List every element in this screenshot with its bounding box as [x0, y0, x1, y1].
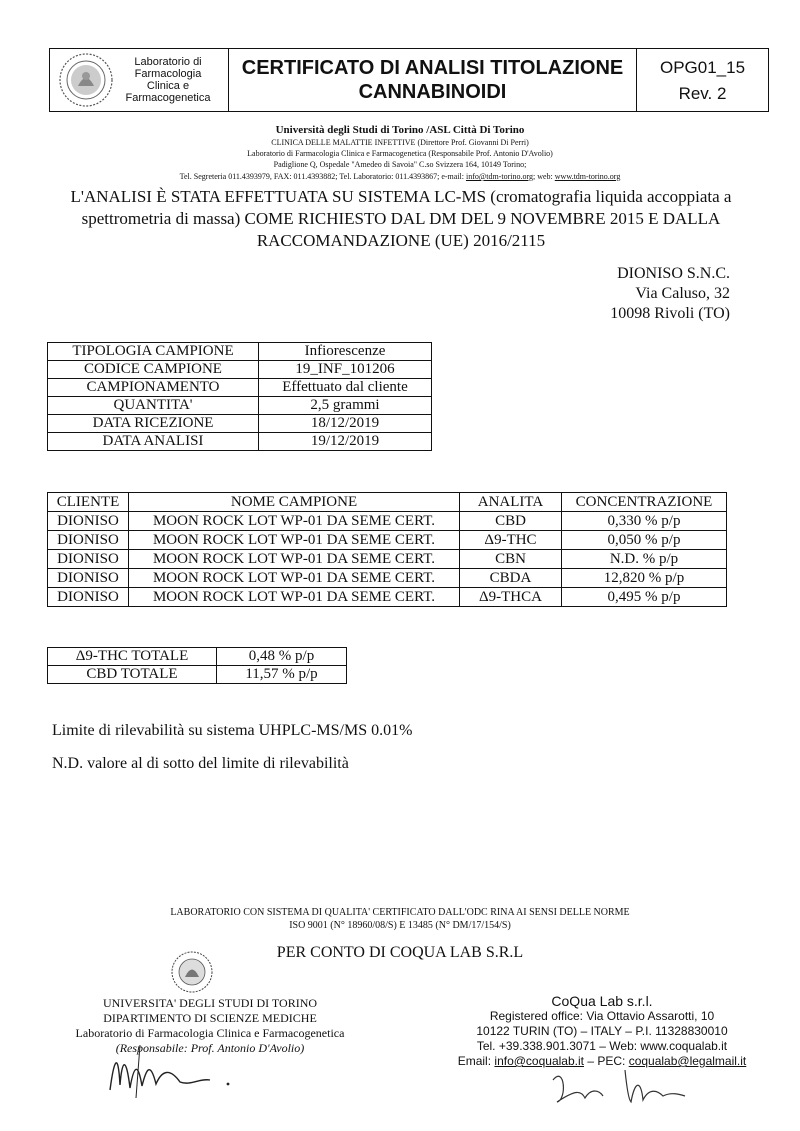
uni-line-3: Laboratorio di Farmacologia Clinica e Farmacogenetica	[75, 1026, 345, 1040]
cell-cliente: DIONISO	[48, 531, 129, 550]
header-concentrazione: CONCENTRAZIONE	[562, 493, 727, 512]
lab-email-link[interactable]: info@tdm-torino.org	[465, 172, 533, 181]
uni-line-1: UNIVERSITA' DEGLI STUDI DI TORINO	[102, 996, 318, 1010]
cell-analita: Δ9-THCA	[460, 588, 562, 607]
clinic-name: CLINICA DELLE MALATTIE INFETTIVE (Direttore Prof. Giovanni Di Perri)	[271, 138, 529, 147]
cell-nome-campione: MOON ROCK LOT WP-01 DA SEME CERT.	[129, 550, 460, 569]
cell-nome-campione: MOON ROCK LOT WP-01 DA SEME CERT.	[129, 531, 460, 550]
cell-nome-campione: MOON ROCK LOT WP-01 DA SEME CERT.	[129, 569, 460, 588]
cell-cliente: DIONISO	[48, 550, 129, 569]
document-header	[49, 48, 769, 112]
lab-address: Padiglione Q, Ospedale "Amedeo di Savoia" C.so Svizzera 164, 10149 Torino;	[273, 160, 527, 169]
doc-revision: Rev. 2	[678, 84, 727, 103]
sample-info-label: CAMPIONAMENTO	[48, 379, 259, 397]
total-label: Δ9-THC TOTALE	[48, 648, 217, 666]
table-row	[48, 531, 727, 550]
total-value: 0,48 % p/p	[217, 648, 347, 666]
document-reference	[637, 49, 768, 111]
results-header-row	[48, 493, 727, 512]
contacts-text: Tel. Segreteria 011.4393979, FAX: 011.4393882; Tel. Laboratorio: 011.4393867; e-mail:	[179, 172, 464, 181]
coqua-pec-link[interactable]: coqualab@legalmail.it	[628, 1054, 747, 1068]
client-address	[610, 264, 730, 324]
cell-cliente: DIONISO	[48, 512, 129, 531]
totals-table	[47, 647, 347, 684]
cell-analita: CBD	[460, 512, 562, 531]
table-row	[48, 550, 727, 569]
sample-info-label: TIPOLOGIA CAMPIONE	[48, 343, 259, 361]
title-line-1: CERTIFICATO DI ANALISI TITOLAZIONE	[241, 57, 624, 79]
header-cliente: CLIENTE	[48, 493, 129, 512]
certification-statement	[110, 906, 690, 932]
certification-line-2: ISO 9001 (N° 18960/08/S) E 13485 (N° DM/17/154/S)	[289, 920, 511, 931]
total-value: 11,57 % p/p	[217, 666, 347, 684]
cell-analita: Δ9-THC	[460, 531, 562, 550]
header-nome-campione: NOME CAMPIONE	[129, 493, 460, 512]
sample-info-label: QUANTITA'	[48, 397, 259, 415]
university-name: Università degli Studi di Torino /ASL Città Di Torino	[275, 124, 525, 136]
coqua-office: Registered office: Via Ottavio Assarotti, 10	[489, 1009, 715, 1023]
totals-row	[48, 666, 347, 684]
uni-line-2: DIPARTIMENTO DI SCIENZE MEDICHE	[103, 1011, 317, 1025]
cell-cliente: DIONISO	[48, 569, 129, 588]
university-stamp-icon	[170, 950, 214, 994]
results-table	[47, 492, 727, 607]
sample-info-value: 18/12/2019	[259, 415, 432, 433]
table-row	[48, 512, 727, 531]
lab-responsible: Laboratorio di Farmacologia Clinica e Farmacogenetica (Responsabile Prof. Antonio D'Avolio)	[247, 149, 553, 158]
analysis-statement: L'ANALISI È STATA EFFETTUATA SU SISTEMA LC-MS (cromatografia liquida accoppiata a spettrometria di massa) COME RICHIESTO DAL DM DEL 9 NOVEMBRE 2015 E DALLA RACCOMANDAZIONE (UE) 2016/2115	[70, 187, 732, 250]
cell-analita: CBN	[460, 550, 562, 569]
sample-info-label: DATA ANALISI	[48, 433, 259, 451]
totals-row	[48, 648, 347, 666]
sample-info-row	[48, 397, 432, 415]
coqua-name: CoQua Lab s.r.l.	[551, 993, 653, 1009]
document-title	[229, 49, 637, 111]
sample-info-table	[47, 342, 432, 451]
signature-right-icon	[545, 1060, 695, 1110]
cell-analita: CBDA	[460, 569, 562, 588]
certification-line-1: LABORATORIO CON SISTEMA DI QUALITA' CERTIFICATO DALL'ODC RINA AI SENSI DELLE NORME	[170, 907, 630, 918]
sample-info-value: 19_INF_101206	[259, 361, 432, 379]
coqua-city: 10122 TURIN (TO) – ITALY – P.I. 11328830010	[476, 1024, 728, 1038]
on-behalf-line: PER CONTO DI COQUA LAB S.R.L	[276, 944, 524, 961]
web-prefix: ; web:	[532, 172, 553, 181]
doc-code: OPG01_15	[659, 58, 746, 77]
sample-info-row	[48, 379, 432, 397]
coqua-company-block	[452, 994, 752, 1069]
university-seal-icon	[58, 52, 114, 108]
cell-concentrazione: 0,050 % p/p	[562, 531, 727, 550]
total-label: CBD TOTALE	[48, 666, 217, 684]
client-city: 10098 Rivoli (TO)	[610, 305, 730, 322]
sample-info-value: Infiorescenze	[259, 343, 432, 361]
nd-definition-note: N.D. valore al di sotto del limite di rilevabilità	[52, 755, 349, 772]
sample-info-value: Effettuato dal cliente	[259, 379, 432, 397]
header-analita: ANALITA	[460, 493, 562, 512]
sample-info-label: DATA RICEZIONE	[48, 415, 259, 433]
sample-info-row	[48, 415, 432, 433]
uni-line-4: (Responsabile: Prof. Antonio D'Avolio)	[115, 1041, 305, 1055]
sample-info-row	[48, 361, 432, 379]
cell-nome-campione: MOON ROCK LOT WP-01 DA SEME CERT.	[129, 588, 460, 607]
sample-info-row	[48, 343, 432, 361]
cell-concentrazione: 0,330 % p/p	[562, 512, 727, 531]
cell-concentrazione: 12,820 % p/p	[562, 569, 727, 588]
sample-info-value: 2,5 grammi	[259, 397, 432, 415]
cell-concentrazione: N.D. % p/p	[562, 550, 727, 569]
university-info	[100, 123, 700, 182]
lab-logo-cell	[50, 49, 229, 111]
client-street: Via Caluso, 32	[635, 285, 730, 302]
title-line-2: CANNABINOIDI	[358, 81, 507, 103]
cell-cliente: DIONISO	[48, 588, 129, 607]
sample-info-row	[48, 433, 432, 451]
table-row	[48, 588, 727, 607]
coqua-email-link[interactable]: info@coqualab.it	[494, 1054, 584, 1068]
lab-name: Laboratorio di Farmacologia Clinica e Farmacogenetica	[125, 56, 211, 104]
cell-concentrazione: 0,495 % p/p	[562, 588, 727, 607]
signature-left-icon	[100, 1040, 250, 1100]
lab-web-link[interactable]: www.tdm-torino.org	[554, 172, 621, 181]
lab-contacts	[100, 171, 700, 182]
pec-prefix: – PEC:	[587, 1054, 626, 1068]
coqua-tel: Tel. +39.338.901.3071 – Web: www.coqualab.it	[476, 1039, 728, 1053]
cell-nome-campione: MOON ROCK LOT WP-01 DA SEME CERT.	[129, 512, 460, 531]
table-row	[48, 569, 727, 588]
sample-info-value: 19/12/2019	[259, 433, 432, 451]
sample-info-label: CODICE CAMPIONE	[48, 361, 259, 379]
client-name: DIONISO S.N.C.	[617, 265, 730, 282]
detection-limit-note: Limite di rilevabilità su sistema UHPLC-MS/MS 0.01%	[52, 722, 413, 739]
email-prefix: Email:	[457, 1054, 492, 1068]
